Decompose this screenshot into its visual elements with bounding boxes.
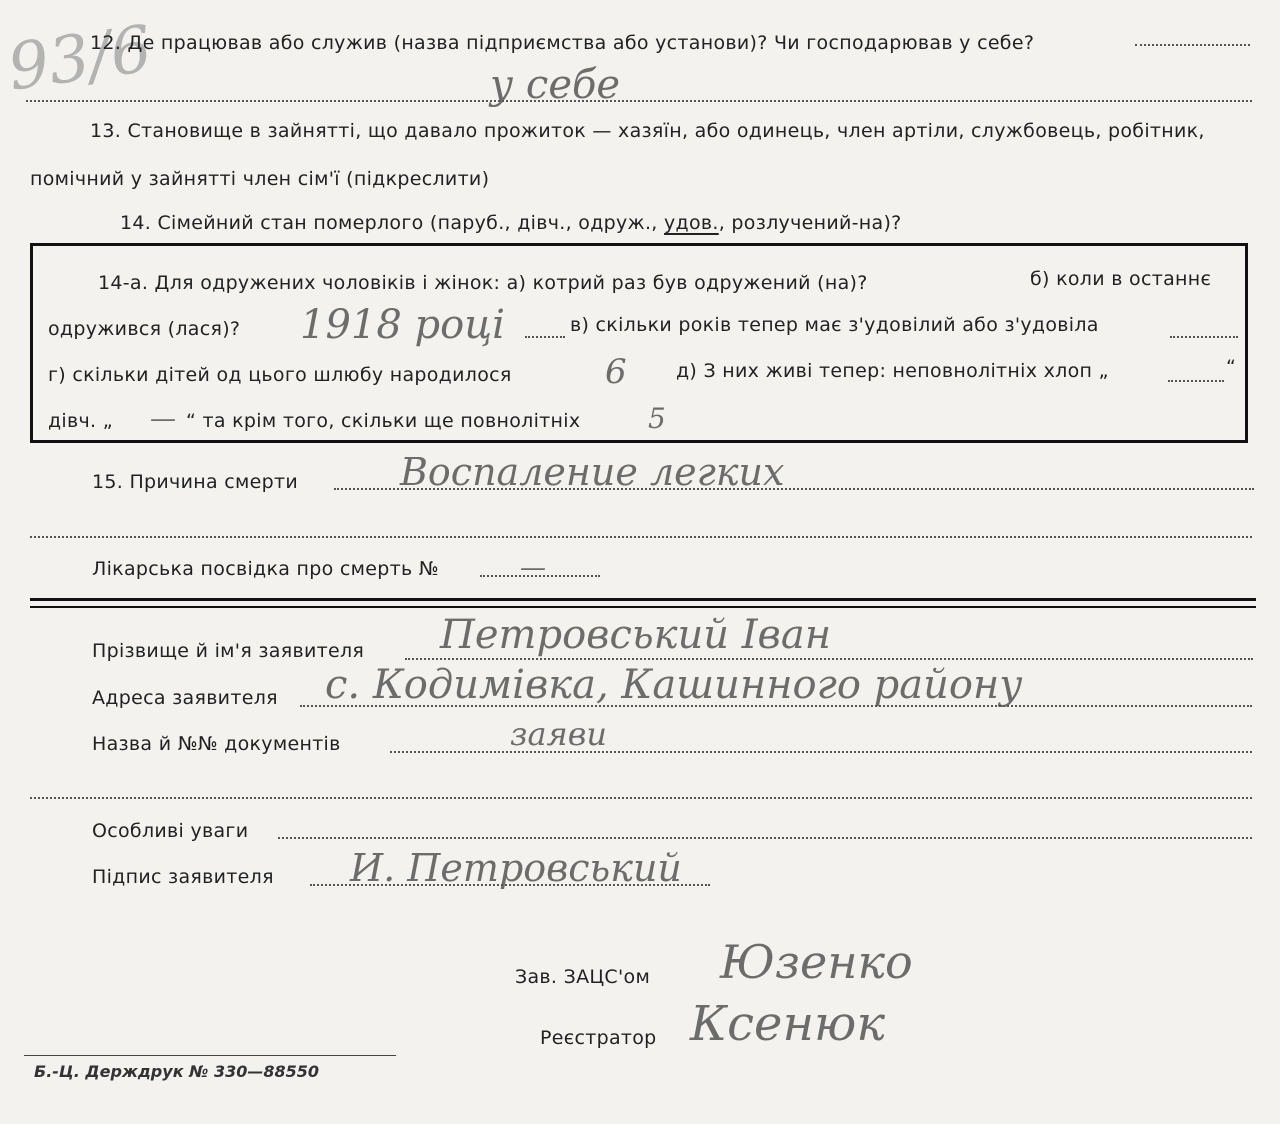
applicant-address-label: Адреса заявителя bbox=[92, 687, 278, 709]
head-label: Зав. ЗАЦС'ом bbox=[515, 966, 651, 988]
q14a-line2-answer: 1918 році bbox=[300, 302, 505, 348]
margin-note: 93/6 bbox=[3, 12, 157, 106]
q14a-line4-answer: — bbox=[150, 404, 176, 434]
q14a-line2-rest: в) скільки років тепер має з'удовілий або з'удовіла bbox=[570, 314, 1099, 336]
applicant-address-value2: заяви bbox=[510, 715, 607, 753]
applicant-sign-label: Підпис заявителя bbox=[92, 866, 274, 888]
applicant-docs-label: Назва й №№ документів bbox=[92, 733, 341, 755]
applicant-signature: И. Петровський bbox=[350, 846, 682, 890]
head-signature: Юзенко bbox=[720, 935, 913, 989]
footer-rule bbox=[24, 1055, 396, 1056]
q12-question: 12. Де працював або служив (назва підприємства або установи)? Чи господарював у себе? bbox=[90, 32, 1035, 54]
q14a-line1b: б) коли в останнє bbox=[1030, 268, 1212, 290]
q13-question-line1: 13. Становище в зайнятті, що давало прожиток — хазяїн, або одинець, член артіли, службовець, робітник, bbox=[90, 120, 1205, 142]
q15-label: 15. Причина смерти bbox=[92, 471, 298, 493]
applicant-name-dots bbox=[405, 658, 1253, 660]
applicant-address-value: с. Кодимівка, Кашинного району bbox=[325, 662, 1023, 708]
q14-underlined-option: удов. bbox=[663, 212, 719, 234]
q14a-dots-c bbox=[1168, 380, 1224, 382]
printer-imprint: Б.-Ц. Держдрук № 330—88550 bbox=[34, 1062, 319, 1081]
q14a-line1: 14-а. Для одружених чоловіків і жінок: а) котрий раз був одружений (на)? bbox=[98, 272, 868, 294]
q14-text-start: 14. Сімейний стан померлого (паруб., дівч., одруж., bbox=[120, 212, 664, 234]
q14a-line4-rest: “ та крім того, скільки ще повнолітніх bbox=[186, 410, 581, 432]
applicant-notes-label: Особливі уваги bbox=[92, 820, 249, 842]
q12-dots bbox=[1135, 44, 1250, 46]
applicant-notes-dots bbox=[278, 837, 1252, 839]
q14a-line4-label: дівч. „ bbox=[48, 410, 113, 432]
applicant-docs-dots-line2 bbox=[30, 797, 1252, 799]
q14a-line3-close: “ bbox=[1226, 356, 1237, 378]
q13-question-line2: помічний у зайнятті член сім'ї (підкреслити) bbox=[30, 168, 490, 190]
q14a-line2-label: одружився (лася)? bbox=[48, 318, 241, 340]
medical-answer: — bbox=[520, 553, 546, 583]
medical-label: Лікарська посвідка про смерть № bbox=[92, 558, 439, 580]
q14a-line3-answer: 6 bbox=[605, 352, 627, 392]
section-rule-top bbox=[30, 598, 1256, 601]
q14a-line3-rest: д) З них живі тепер: неповнолітніх хлоп „ bbox=[676, 360, 1109, 382]
q12-dots-line2 bbox=[26, 100, 1252, 102]
applicant-name-label: Прізвище й ім'я заявителя bbox=[92, 640, 365, 662]
section-rule-bottom bbox=[30, 606, 1256, 608]
q14-text-end: , розлучений-на)? bbox=[718, 212, 902, 234]
applicant-name-value: Петровський Іван bbox=[440, 612, 832, 658]
q12-answer: у себе bbox=[490, 62, 621, 108]
registrar-label: Реєстратор bbox=[540, 1027, 657, 1049]
q14a-line4-answer2: 5 bbox=[648, 402, 666, 435]
q14a-dots-b bbox=[1170, 336, 1238, 338]
q15-dots-line2 bbox=[30, 536, 1252, 538]
q14a-line3-label: г) скільки дітей од цього шлюбу народилося bbox=[48, 364, 512, 386]
q14a-dots-a bbox=[525, 336, 565, 338]
q15-answer: Воспаление легких bbox=[400, 450, 785, 494]
registrar-signature: Ксенюк bbox=[690, 996, 885, 1052]
q14-question bbox=[120, 212, 902, 234]
